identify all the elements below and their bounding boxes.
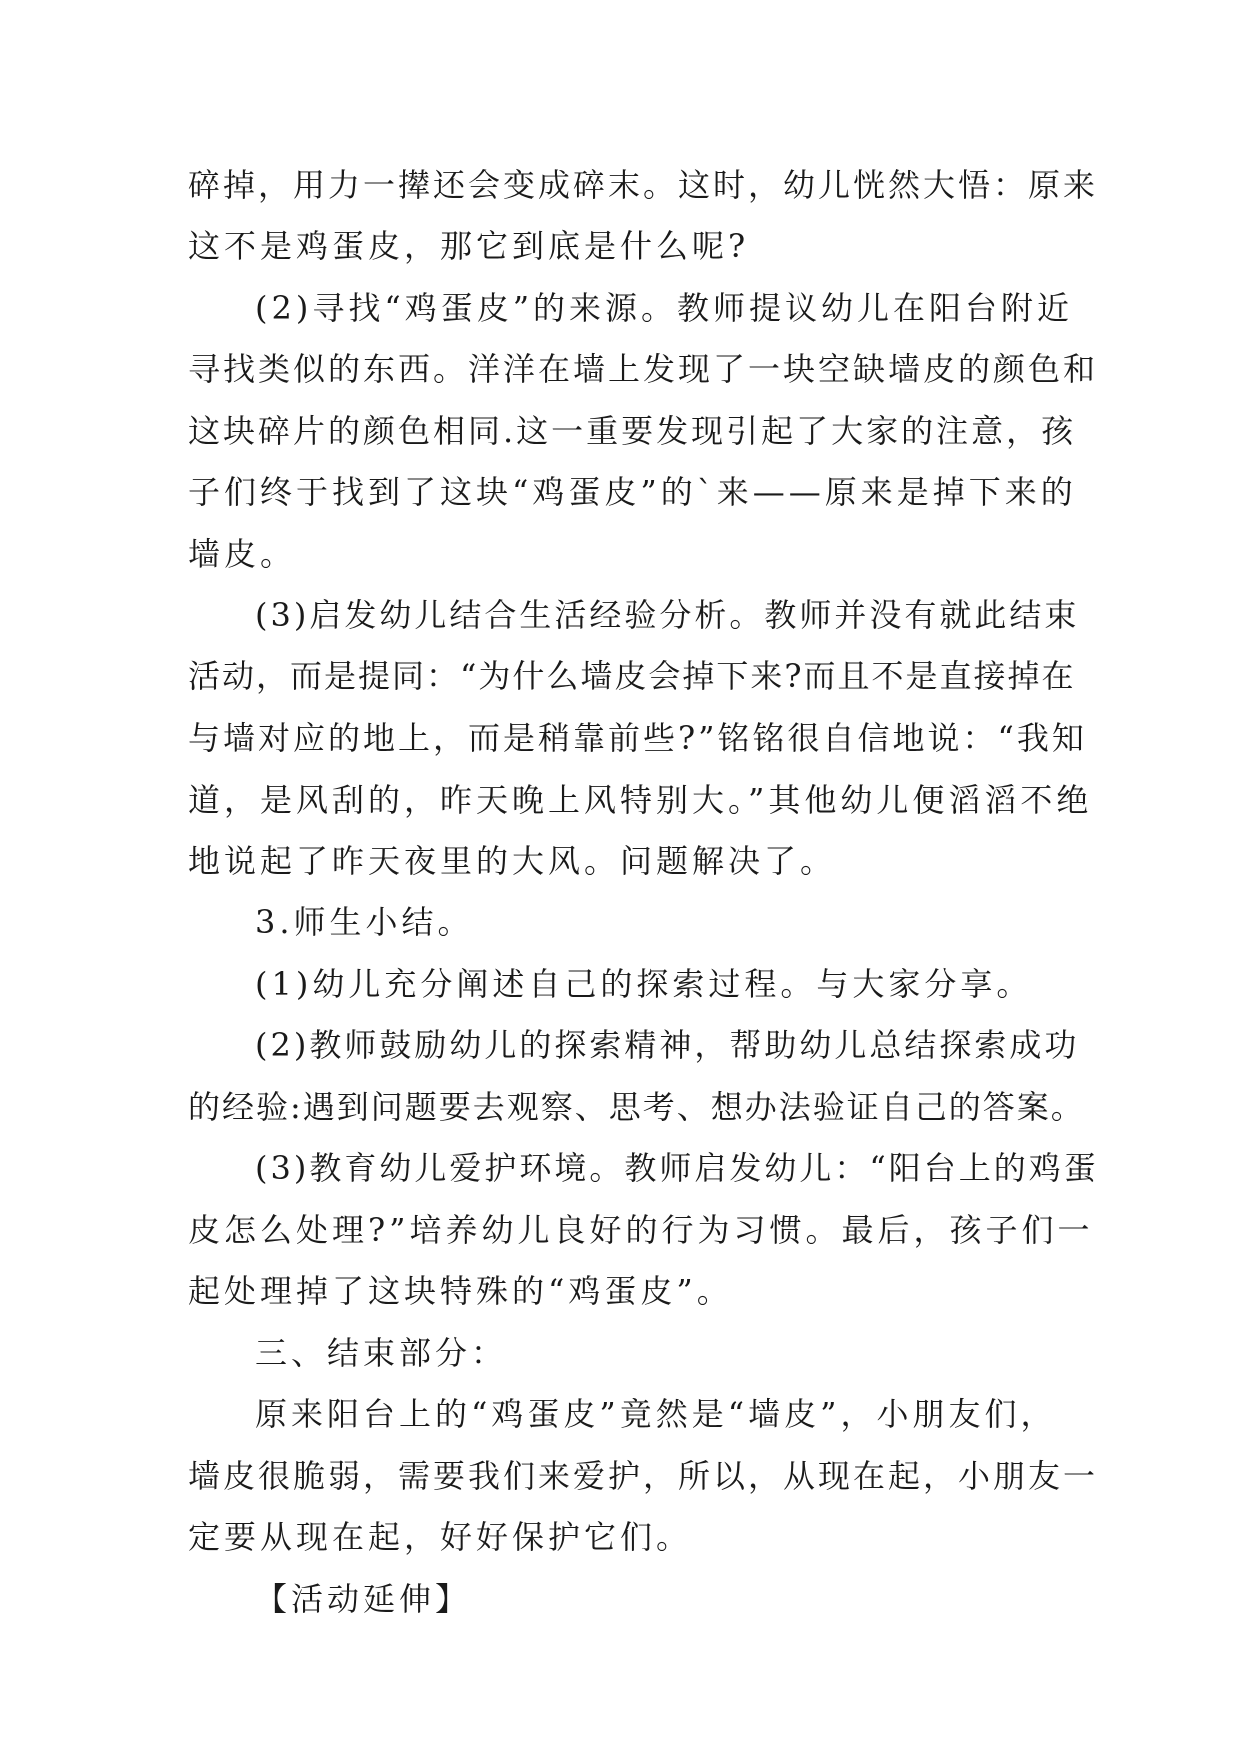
text-line: 碎掉，用力一撵还会变成碎末。这时，幼儿恍然大悟：原来 (188, 166, 1099, 204)
text-line: 定要从现在起，好好保护它们。 (188, 1518, 693, 1556)
text-line: 与墙对应的地上，而是稍靠前些?”铭铭很自信地说：“我知 (188, 719, 1087, 757)
text-line: 这不是鸡蛋皮，那它到底是什么呢? (188, 227, 750, 265)
text-line: (3)启发幼儿结合生活经验分析。教师并没有就此结束 (255, 596, 1080, 634)
text-line: 3.师生小结。 (255, 903, 474, 941)
text-line: 皮怎么处理?”培养幼儿良好的行为习惯。最后，孩子们一 (188, 1211, 1094, 1249)
text-line: (2)教师鼓励幼儿的探索精神，帮助幼儿总结探索成功 (255, 1026, 1080, 1064)
text-line: 起处理掉了这块特殊的“鸡蛋皮”。 (188, 1272, 733, 1310)
text-line: (2)寻找“鸡蛋皮”的来源。教师提议幼儿在阳台附近 (255, 289, 1074, 327)
text-line: 这块碎片的颜色相同.这一重要发现引起了大家的注意，孩 (188, 412, 1077, 450)
text-line: 子们终于找到了这块“鸡蛋皮”的`来——原来是掉下来的 (188, 473, 1077, 511)
text-line: 活动，而是提同：“为什么墙皮会掉下来?而且不是直接掉在 (188, 657, 1076, 695)
text-line: 【活动延伸】 (255, 1580, 472, 1618)
text-line: 墙皮。 (188, 535, 297, 573)
text-line: 寻找类似的东西。洋洋在墙上发现了一块空缺墙皮的颜色和 (188, 350, 1099, 388)
text-line: 的经验:遇到问题要去观察、思考、想办法验证自己的答案。 (188, 1088, 1085, 1126)
text-line: 三、结束部分： (255, 1334, 508, 1372)
text-line: (1)幼儿充分阐述自己的探索过程。与大家分享。 (255, 965, 1033, 1003)
text-line: (3)教育幼儿爱护环境。教师启发幼儿：“阳台上的鸡蛋 (255, 1149, 1099, 1187)
text-line: 原来阳台上的“鸡蛋皮”竟然是“墙皮”，小朋友们， (255, 1395, 1057, 1433)
text-line: 墙皮很脆弱，需要我们来爱护，所以，从现在起，小朋友一 (188, 1457, 1099, 1495)
text-line: 地说起了昨天夜里的大风。问题解决了。 (188, 842, 837, 880)
text-line: 道，是风刮的，昨天晚上风特别大。”其他幼儿便滔滔不绝 (188, 781, 1093, 819)
